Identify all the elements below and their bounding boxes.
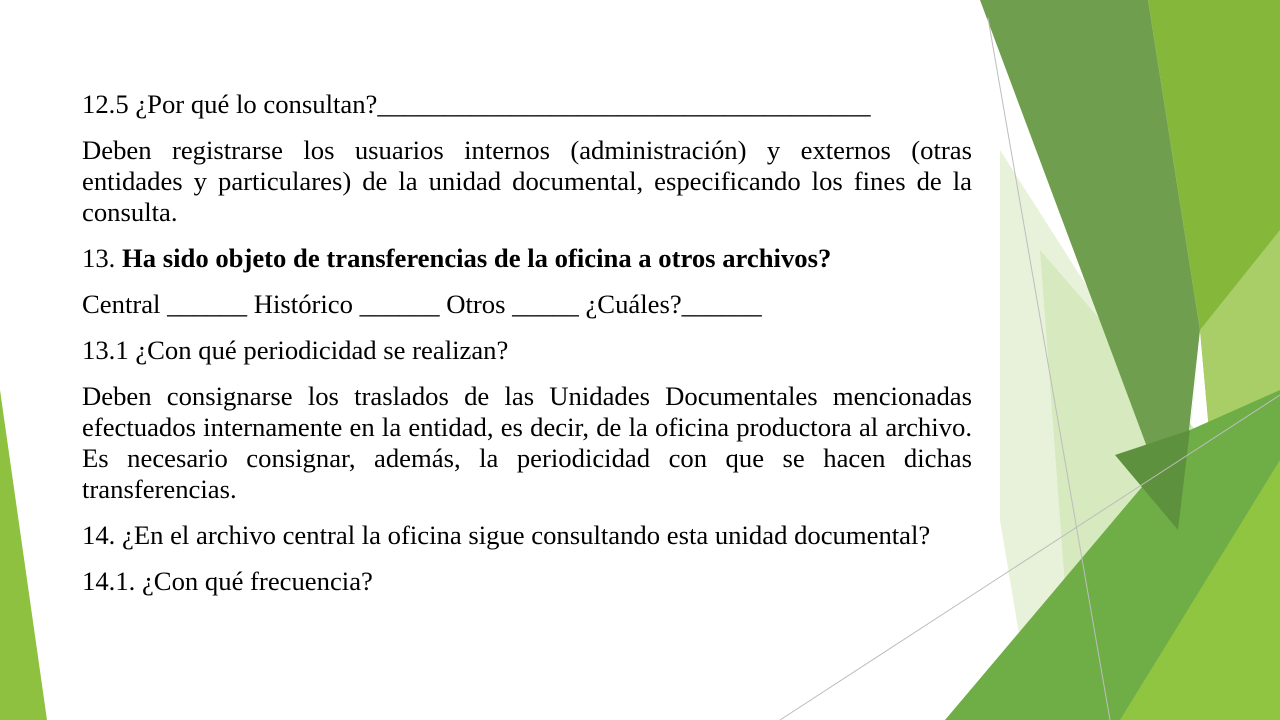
question-13-1 [82,335,972,366]
question-13-options-text: Central ______ Histórico ______ Otros _____ ¿Cuáles?______ [82,289,762,319]
question-13-options [82,289,972,320]
question-13 [82,243,972,274]
question-14-1-text: 14.1. ¿Con qué frecuencia? [82,566,373,596]
question-12-5 [82,89,972,120]
paragraph-line: entidades y particulares) de la unidad documental, especificando los fines de la [82,166,972,196]
paragraph-line: Deben consignarse los traslados de las Unidades Documentales mencionadas [82,381,972,411]
question-14-text: 14. ¿En el archivo central la oficina sigue consultando esta unidad documental? [82,520,931,550]
question-12-5-text: 12.5 ¿Por qué lo consultan?_____________________________________ [82,89,871,119]
left-accent-triangle [0,390,47,720]
paragraph-line: Deben registrarse los usuarios internos (administración) y externos (otras [82,135,972,165]
slide-content [82,89,972,612]
paragraph-line: Es necesario consignar, además, la periodicidad con que se hacen dichas [82,443,972,473]
question-13-1-text: 13.1 ¿Con qué periodicidad se realizan? [82,335,509,365]
paragraph-consulta [82,135,972,228]
paragraph-line: transferencias. [82,474,237,504]
paragraph-line: efectuados internamente en la entidad, es decir, de la oficina productora al archivo. [82,412,972,442]
question-14-1 [82,566,972,597]
paragraph-line: consulta. [82,197,178,227]
question-13-number: 13. [82,243,116,273]
question-14 [82,520,972,551]
question-13-text: Ha sido objeto de transferencias de la oficina a otros archivos? [122,243,832,273]
paragraph-traslados [82,381,972,505]
